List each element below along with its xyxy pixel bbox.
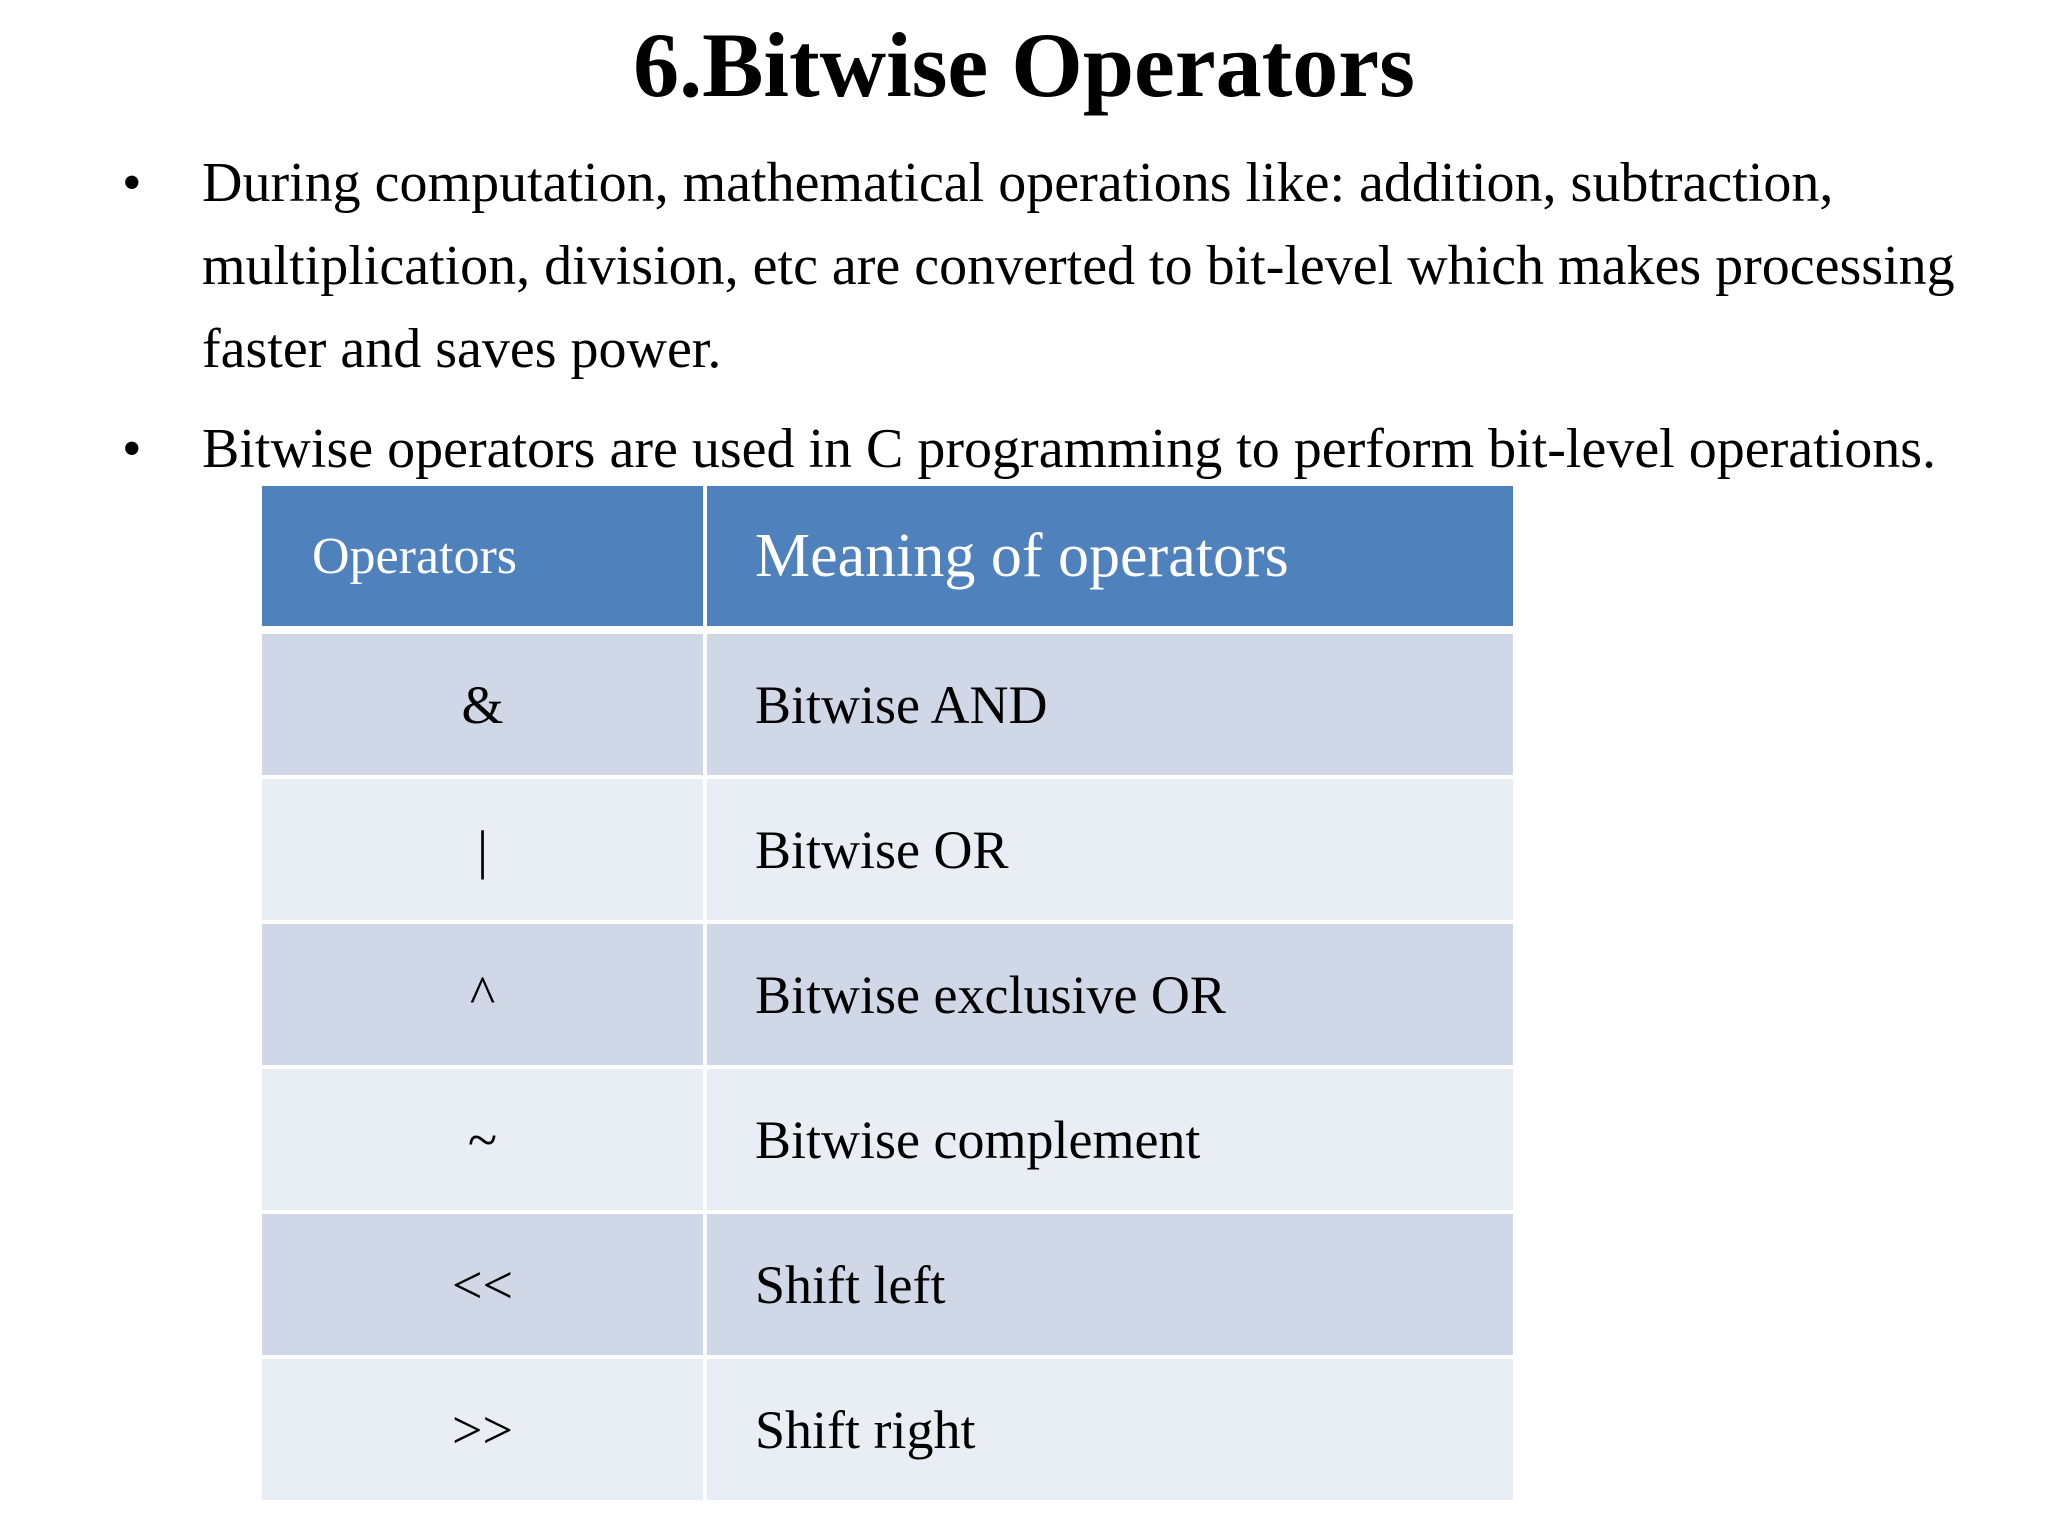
operator-cell: << (260, 1212, 705, 1357)
bullet-text: During computation, mathematical operations like: addition, subtraction, multiplication, division, etc are converted to bit-level which makes processing faster and saves power. (202, 152, 1955, 380)
operator-cell: ^ (260, 922, 705, 1067)
meaning-cell: Bitwise complement (705, 1067, 1515, 1212)
table-header-row (260, 484, 1515, 630)
table-row (260, 777, 1515, 922)
meaning-cell: Bitwise OR (705, 777, 1515, 922)
header-operators: Operators (260, 484, 705, 630)
bullet-dot-icon: • (122, 418, 142, 480)
operator-cell: ~ (260, 1067, 705, 1212)
operator-cell: & (260, 630, 705, 777)
meaning-cell: Bitwise exclusive OR (705, 922, 1515, 1067)
operators-table (258, 482, 1517, 1504)
table-row (260, 1067, 1515, 1212)
operator-cell: | (260, 777, 705, 922)
slide-title: 6.Bitwise Operators (633, 14, 1415, 116)
operator-cell: >> (260, 1357, 705, 1502)
meaning-cell: Bitwise AND (705, 630, 1515, 777)
table-row (260, 630, 1515, 777)
table-row (260, 922, 1515, 1067)
bullet-item (122, 142, 1982, 391)
table-row (260, 1212, 1515, 1357)
table-row (260, 1357, 1515, 1502)
bullet-dot-icon: • (122, 152, 142, 214)
meaning-cell: Shift left (705, 1212, 1515, 1357)
meaning-cell: Shift right (705, 1357, 1515, 1502)
header-meaning: Meaning of operators (705, 484, 1515, 630)
bullet-text: Bitwise operators are used in C programming to perform bit-level operations. (202, 418, 1937, 480)
bullet-item (122, 408, 1982, 491)
